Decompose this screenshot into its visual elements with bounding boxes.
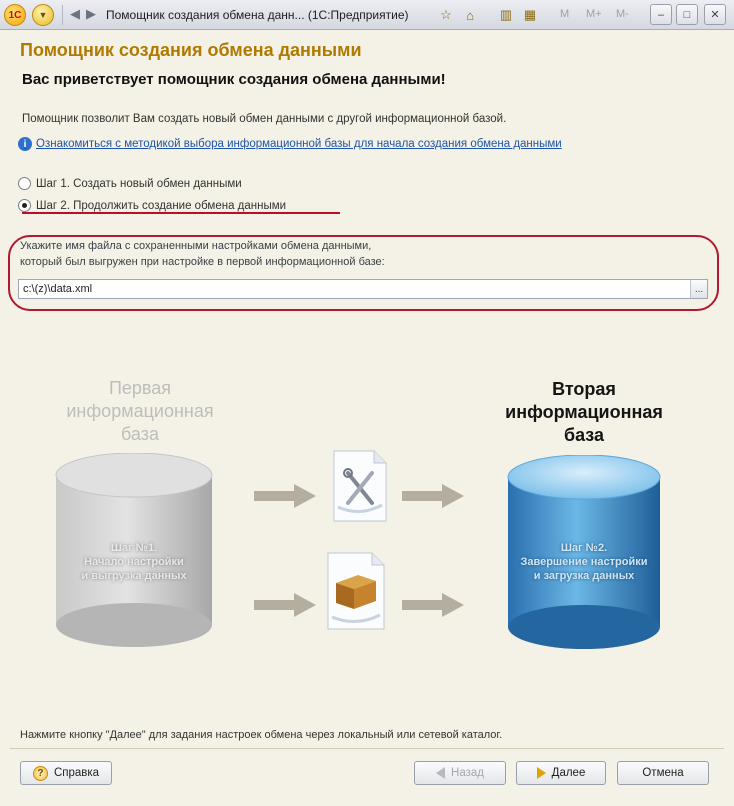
arrow-right-icon bbox=[254, 593, 316, 617]
arrow-right-icon bbox=[254, 484, 316, 508]
calendar-icon[interactable]: ▦ bbox=[523, 7, 537, 22]
second-db-step-line3: и загрузка данных bbox=[533, 570, 635, 582]
methodology-link-text[interactable]: Ознакомиться с методикой выбора информационной базы для начала создания обмена данными bbox=[36, 138, 562, 150]
first-db-step-line1: Шаг №1. bbox=[110, 542, 158, 554]
toolbar-separator bbox=[62, 5, 63, 25]
browse-button[interactable]: ... bbox=[690, 280, 707, 298]
title-bar bbox=[0, 0, 734, 30]
nav-back-icon[interactable]: ◀ bbox=[70, 6, 80, 21]
first-db-step-line2: Начало настройки bbox=[84, 556, 184, 568]
arrow-right-icon bbox=[402, 593, 464, 617]
memory-minus-button[interactable]: M- bbox=[616, 8, 629, 20]
highlight-underline bbox=[22, 212, 340, 214]
cancel-button-label: Отмена bbox=[642, 767, 684, 779]
main-menu-icon[interactable]: ▼ bbox=[32, 4, 54, 26]
welcome-heading: Вас приветствует помощник создания обмена данными! bbox=[22, 71, 446, 88]
radio-step2[interactable] bbox=[18, 199, 286, 212]
minimize-button[interactable]: ‒ bbox=[650, 4, 672, 25]
arrow-right-icon bbox=[402, 484, 464, 508]
first-db-step-line3: и выгрузка данных bbox=[81, 570, 187, 582]
info-icon: i bbox=[18, 137, 32, 151]
radio-step2-label: Шаг 2. Продолжить создание обмена данными bbox=[36, 199, 287, 212]
second-db-label-line1: Вторая bbox=[552, 379, 616, 399]
settings-document-icon bbox=[330, 447, 390, 525]
cancel-button[interactable] bbox=[617, 761, 709, 785]
help-button[interactable] bbox=[20, 761, 112, 785]
close-button[interactable]: ✕ bbox=[704, 4, 726, 25]
radio-step1-label: Шаг 1. Создать новый обмен данными bbox=[36, 177, 242, 190]
first-db-label-line1: Первая bbox=[108, 378, 172, 398]
footer-separator bbox=[10, 748, 724, 749]
help-button-label: Справка bbox=[53, 767, 100, 779]
first-db-label bbox=[30, 377, 250, 446]
file-hint-line2: который был выгружен при настройке в первой информационной базе: bbox=[20, 256, 385, 268]
radio-step1-circle[interactable] bbox=[18, 177, 31, 190]
back-arrow-icon bbox=[436, 767, 445, 779]
file-path-input[interactable] bbox=[18, 279, 708, 299]
second-db-step-line1: Шаг №2. bbox=[560, 542, 608, 554]
maximize-button[interactable]: □ bbox=[676, 4, 698, 25]
back-button[interactable] bbox=[414, 761, 506, 785]
home-icon[interactable]: ⌂ bbox=[466, 7, 474, 23]
second-db-step-text bbox=[504, 541, 664, 583]
second-db-step-line2: Завершение настройки bbox=[520, 556, 648, 568]
footer-hint: Нажмите кнопку "Далее" для задания настроек обмена через локальный или сетевой каталог. bbox=[20, 729, 503, 741]
radio-step1[interactable] bbox=[18, 177, 242, 190]
second-db-label-line2: информационная bbox=[505, 402, 663, 422]
favorites-icon[interactable]: ☆ bbox=[440, 7, 452, 22]
first-db-step-text bbox=[54, 541, 214, 583]
next-button-label: Далее bbox=[551, 767, 586, 779]
first-db-label-line2: информационная bbox=[66, 401, 214, 421]
nav-forward-icon[interactable]: ▶ bbox=[86, 6, 96, 21]
memory-button[interactable]: M bbox=[560, 8, 570, 20]
first-db-label-line3: база bbox=[121, 424, 159, 444]
help-icon: ? bbox=[33, 766, 48, 781]
next-button[interactable] bbox=[516, 761, 606, 785]
intro-text: Помощник позволит Вам создать новый обмен данными с другой информационной базой. bbox=[22, 113, 507, 125]
calculator-icon[interactable]: ▥ bbox=[499, 7, 513, 22]
data-document-icon bbox=[324, 549, 388, 633]
next-arrow-icon bbox=[537, 767, 546, 779]
window-title: Помощник создания обмена данн... (1С:Предприятие) bbox=[106, 8, 409, 22]
methodology-link[interactable] bbox=[18, 137, 562, 151]
form-title: Помощник создания обмена данными bbox=[20, 40, 362, 60]
second-db-label-line3: база bbox=[563, 425, 605, 445]
app-logo-icon[interactable]: 1С bbox=[4, 4, 26, 26]
memory-plus-button[interactable]: M+ bbox=[586, 8, 602, 20]
radio-step2-circle[interactable] bbox=[18, 199, 31, 212]
file-hint-line1: Укажите имя файла с сохраненными настройками обмена данными, bbox=[20, 240, 372, 252]
back-button-label: Назад bbox=[451, 767, 484, 779]
second-db-label bbox=[474, 378, 694, 447]
